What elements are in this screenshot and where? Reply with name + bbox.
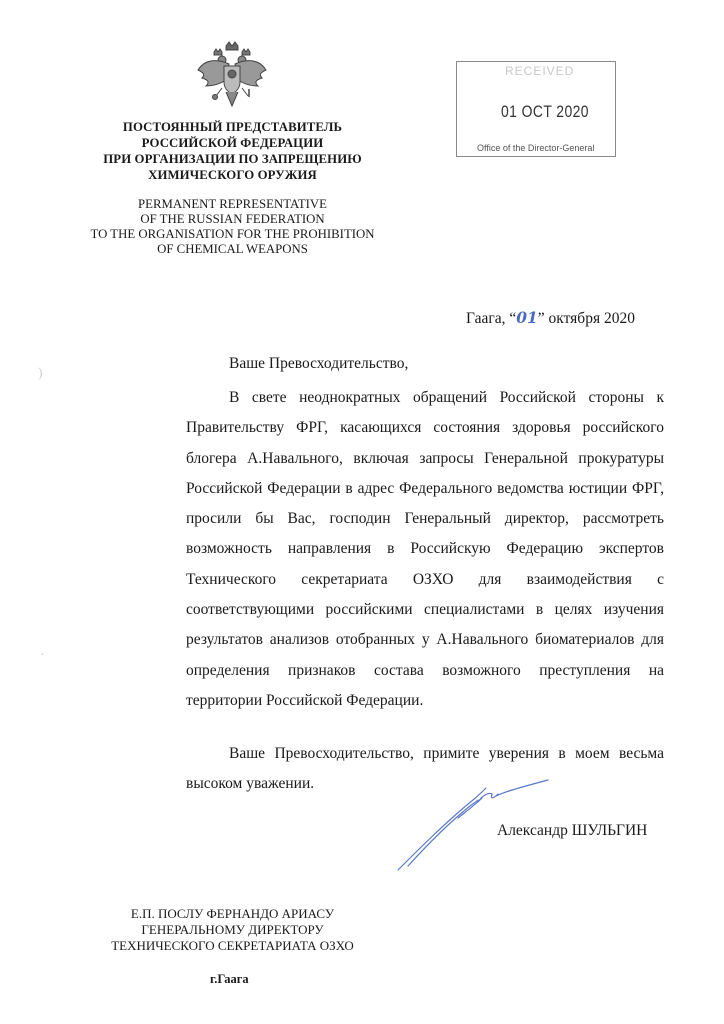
sender-title-line: ПРИ ОРГАНИЗАЦИИ ПО ЗАПРЕЩЕНИЮ: [103, 152, 362, 166]
addressee-line: ГЕНЕРАЛЬНОМУ ДИРЕКТОРУ: [141, 922, 324, 937]
addressee-city: г.Гаага: [210, 972, 249, 986]
margin-mark: ): [38, 366, 43, 381]
sender-title-english: [0, 197, 465, 257]
letter-body: [186, 383, 664, 716]
sender-title-line: TO THE ORGANISATION FOR THE PROHIBITION: [90, 227, 375, 241]
stamp-date: 01 OCT 2020: [501, 102, 589, 121]
closing-paragraph: Ваше Превосходительство, примите уверения в моем весьма высоком уважении.: [186, 745, 664, 792]
sender-title-line: РОССИЙСКОЙ ФЕДЕРАЦИИ: [141, 136, 324, 150]
sender-title-line: ХИМИЧЕСКОГО ОРУЖИЯ: [148, 168, 317, 182]
sender-title-line: ПОСТОЯННЫЙ ПРЕДСТАВИТЕЛЬ: [122, 120, 343, 134]
date-prefix: Гаага, “: [466, 310, 517, 327]
addressee-line: ТЕХНИЧЕСКОГО СЕКРЕТАРИАТА ОЗХО: [111, 938, 354, 953]
sender-title-russian: [60, 119, 405, 183]
margin-mark: ·: [40, 648, 45, 663]
sender-title-line: PERMANENT REPRESENTATIVE: [138, 197, 327, 211]
addressee-block: [70, 906, 395, 954]
salutation: Ваше Превосходительство,: [229, 355, 409, 372]
letter-date: [466, 308, 635, 328]
received-stamp: [456, 61, 616, 157]
stamp-office-label: Office of the Director-General: [477, 143, 595, 153]
signer-name: Александр ШУЛЬГИН: [497, 822, 648, 839]
sender-title-line: OF CHEMICAL WEAPONS: [157, 242, 308, 256]
double-headed-eagle-icon: [196, 40, 268, 110]
addressee-line: Е.П. ПОСЛУ ФЕРНАНДО АРИАСУ: [130, 906, 335, 921]
stamp-received-label: RECEIVED: [505, 64, 575, 78]
sender-title-line: OF THE RUSSIAN FEDERATION: [140, 212, 325, 226]
date-suffix: ” октября 2020: [537, 310, 635, 327]
body-paragraph: В свете неоднократных обращений Российской стороны к Правительству ФРГ, касающихся состояния здоровья российского блогера А.Навального, включая запросы Генеральной прокуратуры Российской Федерации в адрес Федерального ведомства юстиции ФРГ, просили бы Вас, господин Генеральный директор, рассмотреть возможность направления в Российскую Федерацию экспертов Технического секретариата ОЗХО для взаимодействия с соответствующими российскими специалистами в целях изучения результатов анализов отобранных у А.Навального биоматериалов для определения признаков состава возможного преступления на территории Российской Федерации.: [186, 389, 664, 709]
handwritten-day: 01: [516, 308, 538, 327]
